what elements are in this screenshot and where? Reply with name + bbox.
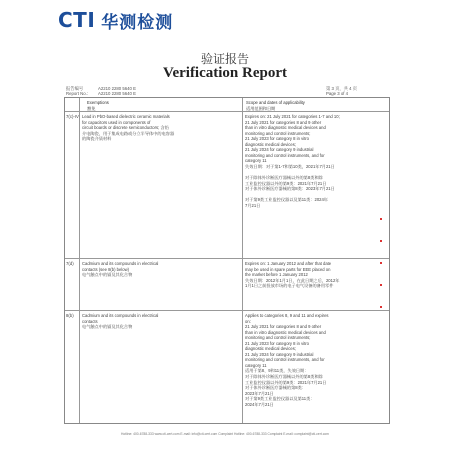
scope-line: than in vitro diagnostic medical devices and bbox=[245, 125, 326, 131]
scope-line: category 11 bbox=[245, 158, 267, 164]
scope-line: 工业监控仪器以外的第9类：2021年7月21日 bbox=[245, 180, 327, 186]
page-number-cn: 第 3 页，共 4 页 bbox=[326, 86, 358, 91]
header-scope: Scope and dates of applicability 适用范围和日期 bbox=[246, 100, 305, 111]
exemption-description bbox=[82, 114, 240, 142]
description-line: 电气触点中的镉及其化合物 bbox=[82, 324, 133, 330]
scope-line: 对于体外诊断医疗器械的第8类： bbox=[245, 385, 306, 391]
description-line: 介电陶瓷，用于集成电路或分立半导体中的电容器 bbox=[82, 130, 175, 136]
report-number-block bbox=[66, 86, 136, 97]
scope-line: 对于第9类工业监控仪器以及第11类：2024年 bbox=[245, 197, 328, 203]
report-number-en: A2210 2280 5640 E bbox=[98, 91, 136, 97]
scope-line: Expires on: 21 July 2021 for categories 1-7 and 10; bbox=[245, 114, 340, 119]
description-line: Lead in PbO-based dielectric ceramic materials bbox=[82, 114, 170, 119]
description-line: contacts (see 8(b) below) bbox=[82, 266, 130, 272]
brand-logo-latin: CTI bbox=[58, 8, 96, 32]
description-line: 电气触点中的镉及其化合物 bbox=[82, 272, 133, 278]
scope-line: than in vitro diagnostic medical devices and bbox=[245, 329, 326, 335]
page-number-en: Page 3 of 4 bbox=[326, 91, 348, 97]
brand-logo-chinese: 华测检测 bbox=[101, 12, 174, 33]
description-line: contacts bbox=[82, 318, 98, 324]
scope-line: category 11 bbox=[245, 362, 267, 368]
description-line: Cadmium and its compounds in electrical bbox=[82, 261, 159, 266]
scope-line: 1月1日之前投放市场的电子电气设备的备用零件 bbox=[245, 283, 334, 289]
scope-line: 21 July 2021 for categories 8 and 9 other bbox=[245, 119, 322, 125]
scope-line: 21 July 2024 for category 9 industrial bbox=[245, 147, 314, 153]
report-number-label-en: Report No.: bbox=[66, 91, 88, 97]
scope-line: 对于第9类工业监控仪器以及第11类： bbox=[245, 396, 315, 402]
scope-line: 2024年7月21日 bbox=[245, 401, 274, 407]
scope-line: monitoring and control instruments; bbox=[245, 335, 311, 341]
scope-line: the market before 1 January 2012 bbox=[245, 272, 308, 278]
header-exemptions: Exemptions 豁免 bbox=[87, 100, 109, 111]
scope-line: 工业监控仪器以外的第9类：2021年7月21日 bbox=[245, 379, 327, 385]
table-divider bbox=[65, 258, 389, 259]
exemption-description bbox=[82, 313, 240, 330]
scope-line: Applies to categories 8, 9 and 11 and expires bbox=[245, 313, 329, 318]
margin-mark bbox=[380, 262, 382, 264]
margin-mark bbox=[380, 306, 382, 308]
description-line: 的陶瓷介质材料 bbox=[82, 136, 112, 142]
scope-line: 21 July 2023 for category 8 in vitro bbox=[245, 136, 310, 142]
exemptions-table bbox=[64, 97, 390, 424]
scope-line: 2023年7月21日 bbox=[245, 390, 274, 396]
report-title-chinese: 验证报告 bbox=[200, 52, 249, 66]
exemption-code: 7(c)-IV bbox=[66, 114, 79, 119]
description-line: Cadmium and its compounds in electrical bbox=[82, 313, 159, 318]
exemption-description bbox=[82, 261, 240, 278]
scope-line: monitoring and control instruments; bbox=[245, 130, 311, 136]
scope-line: diagnostic medical devices; bbox=[245, 346, 296, 352]
scope-line: Expires on: 1 January 2012 and after that date bbox=[245, 261, 332, 266]
page-number-block bbox=[326, 86, 357, 97]
report-number-label-cn: 报告编号 bbox=[66, 86, 84, 91]
scope-line: diagnostic medical devices; bbox=[245, 141, 296, 147]
scope-line: 7月21日 bbox=[245, 202, 261, 208]
table-divider bbox=[65, 111, 389, 112]
description-line: for capacitors used in components of bbox=[82, 119, 151, 125]
scope-line: 适用于第8、9和11类，失效日期： bbox=[245, 368, 309, 374]
table-divider bbox=[65, 310, 389, 311]
scope-line: may be used in spare parts for EEE placed on bbox=[245, 266, 331, 272]
scope-line: 21 July 2024 for category 9 industrial bbox=[245, 351, 314, 357]
margin-mark bbox=[380, 284, 382, 286]
report-title-english: Verification Report bbox=[163, 65, 287, 81]
scope-line: monitoring and control instruments, and for bbox=[245, 152, 325, 158]
page-footer: Hotline: 400-6788-333 www.cti-cert.com E-mail: info@cti-cert.com Complaint Hotline: 400-6788-333 Complaint E-mail: complaint@cti-cert.com bbox=[121, 432, 329, 436]
description-line: circuit boards or discrete semiconductors; 含铅 bbox=[82, 125, 169, 131]
exemption-scope bbox=[245, 313, 388, 407]
scope-line: 21 July 2023 for category 8 in vitro bbox=[245, 340, 310, 346]
exemption-code: 7(d) bbox=[66, 261, 74, 266]
table-divider bbox=[79, 98, 80, 423]
scope-line: 对于除体外诊断医疗器械以外的第8类和除 bbox=[245, 175, 323, 181]
scope-line: 失效日期：2012年1月1日，在此日期之后，2012年 bbox=[245, 277, 340, 283]
margin-mark bbox=[380, 240, 382, 242]
brand-logo bbox=[58, 8, 173, 32]
exemption-scope bbox=[245, 261, 388, 289]
scope-line: 对于除体外诊断医疗器械以外的第8类和除 bbox=[245, 374, 323, 380]
report-number-cn: A2210 2280 5640 E bbox=[98, 86, 136, 91]
scope-line: monitoring and control instruments, and for bbox=[245, 357, 325, 363]
scope-line: 对于体外诊断医疗器械的第8类：2023年7月21日 bbox=[245, 186, 335, 192]
table-divider bbox=[242, 98, 243, 423]
scope-line: on: bbox=[245, 318, 251, 324]
scope-line: 失效日期：对于第1-7和第10类，2021年7月21日 bbox=[245, 163, 335, 169]
exemption-scope bbox=[245, 114, 388, 208]
exemption-code: 8(b) bbox=[66, 313, 74, 318]
scope-line: 21 July 2021 for categories 8 and 9 other bbox=[245, 324, 322, 330]
margin-mark bbox=[380, 218, 382, 220]
